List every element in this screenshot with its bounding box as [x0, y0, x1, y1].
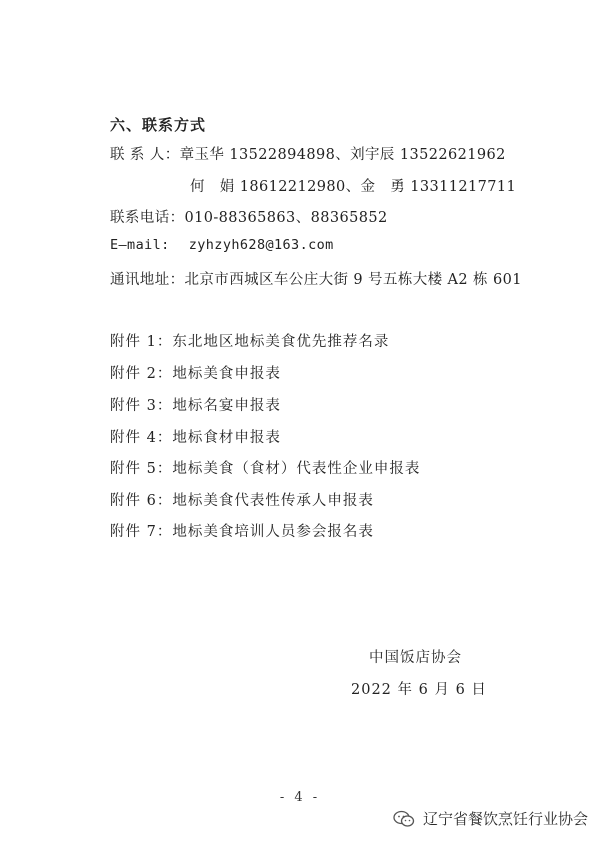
contact-person-1: 章玉华 13522894898、刘宇辰 13522621962: [179, 147, 506, 163]
contact-phone-label: 联系电话：: [110, 210, 185, 226]
contact-address-label: 通讯地址：: [110, 272, 185, 288]
attachment-item-5: 附件 5：地标美食（食材）代表性企业申报表: [110, 461, 421, 477]
attachment-item-3: 附件 3：地标名宴申报表: [110, 398, 281, 414]
contact-email-line: [110, 237, 334, 253]
contact-person-line-2: [190, 175, 516, 196]
attachment-item-4: 附件 4：地标食材申报表: [110, 430, 281, 446]
wechat-icon: [393, 810, 415, 828]
attachment-item-7: 附件 7：地标美食培训人员参会报名表: [110, 524, 374, 540]
contact-email-value: zyhzyh628@163.com: [188, 237, 334, 253]
contact-phone-value: 010-88365863、88365852: [184, 210, 388, 226]
contact-phone-line: [110, 206, 388, 227]
attachment-item-2: 附件 2：地标美食申报表: [110, 366, 281, 382]
contact-address-line: [110, 268, 522, 289]
attachment-item-6: 附件 6：地标美食代表性传承人申报表: [110, 493, 374, 509]
attachment-item-1: 附件 1：东北地区地标美食优先推荐名录: [110, 334, 390, 350]
page-number: - 4 -: [279, 790, 321, 805]
watermark: [393, 808, 588, 829]
watermark-text: 辽宁省餐饮烹饪行业协会: [422, 810, 588, 828]
contact-person-2: 何 娟 18612212980、金 勇 13311217711: [190, 179, 517, 195]
signature-organization: 中国饭店协会: [369, 650, 462, 666]
signature-date: 2022 年 6 月 6 日: [351, 682, 487, 698]
section-heading: 六、联系方式: [110, 116, 207, 134]
contact-person-line: [110, 143, 506, 164]
contact-address-value: 北京市西城区车公庄大街 9 号五栋大楼 A2 栋 601: [184, 272, 522, 288]
contact-person-label: 联 系 人：: [110, 147, 180, 163]
contact-email-label: E—mail:: [110, 237, 170, 253]
